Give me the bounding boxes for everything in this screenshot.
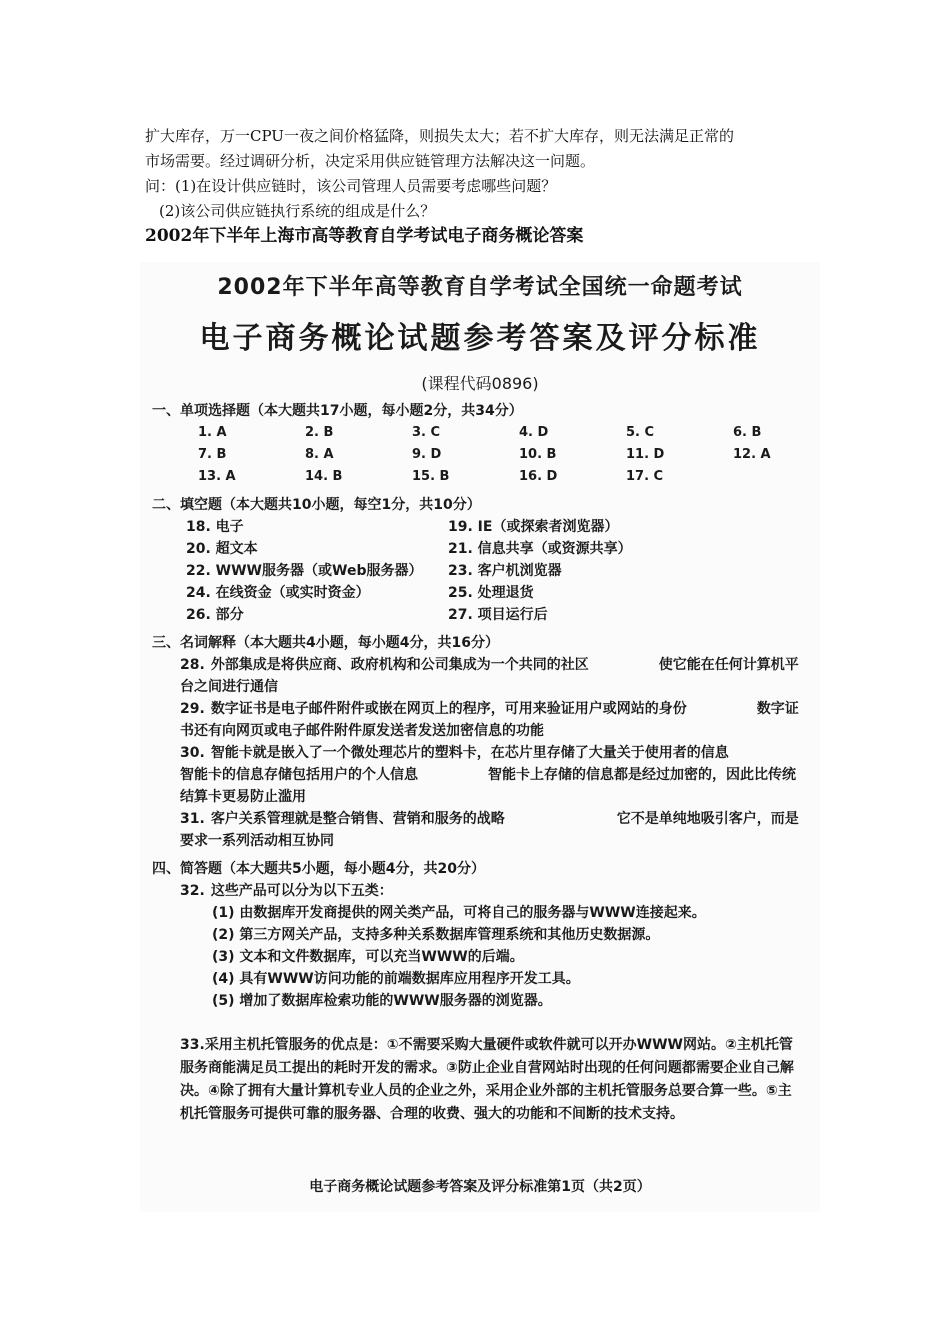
exam-header: 2002年下半年高等教育自学考试全国统一命题考试 — [217, 275, 743, 300]
fill-answer: 20. 超文本 — [186, 541, 258, 557]
mc-answer: 1. A — [198, 425, 227, 440]
list-item: (3) 文本和文件数据库，可以充当WWW的后端。 — [212, 949, 524, 965]
intro-text — [145, 124, 815, 249]
mc-answer: 11. D — [626, 447, 665, 462]
answer-number: 31. — [180, 811, 205, 827]
fill-answer: 25. 处理退货 — [448, 585, 534, 601]
list-item: (5) 增加了数据库检索功能的WWW服务器的浏览器。 — [212, 993, 552, 1009]
answer-text: 数字证书是电子邮件附件或嵌在网页上的程序，可用来验证用户或网站的身份 数字证书还有向网页或电子邮件附件原发送者发送加密信息的功能 — [180, 701, 799, 739]
page-footer: 电子商务概论试题参考答案及评分标准第1页（共2页） — [309, 1179, 651, 1195]
question-2: (2)该公司供应链执行系统的组成是什么？ — [159, 202, 436, 220]
answer-number: 28. — [180, 657, 205, 673]
fill-answer: 22. WWW服务器（或Web服务器） — [186, 563, 423, 579]
mc-answer: 3. C — [412, 425, 441, 440]
mc-answer: 5. C — [626, 425, 655, 440]
question-1: 问：(1)在设计供应链时，该公司管理人员需要考虑哪些问题？ — [145, 177, 557, 195]
list-item: (2) 第三方网关产品，支持多种关系数据库管理系统和其他历史数据源。 — [212, 927, 660, 943]
answer-text: 这些产品可以分为以下五类： — [210, 883, 393, 899]
section-heading: 三、名词解释（本大题共4小题，每小题4分，共16分） — [152, 635, 499, 651]
section-heading: 一、单项选择题（本大题共17小题，每小题2分，共34分） — [152, 403, 523, 419]
section-heading: 四、简答题（本大题共5小题，每小题4分，共20分） — [152, 861, 485, 877]
term-answer — [180, 698, 800, 742]
answer-number: 33. — [180, 1037, 205, 1053]
document-heading: 2002年下半年上海市高等教育自学考试电子商务概论答案 — [145, 226, 584, 246]
answer-sheet-title: 电子商务概论试题参考答案及评分标准 — [199, 321, 761, 356]
mc-answer: 17. C — [626, 469, 664, 484]
mc-answer: 6. B — [733, 425, 762, 440]
answer-32 — [180, 880, 800, 902]
answer-32-list — [212, 902, 820, 1012]
answer-text: 外部集成是将供应商、政府机构和公司集成为一个共同的社区 使它能在任何计算机平台之间进行通信 — [180, 657, 799, 695]
answer-number: 30. — [180, 745, 205, 761]
fill-answer: 27. 项目运行后 — [448, 607, 548, 623]
scanned-answer-sheet — [140, 262, 820, 1212]
mc-answer: 4. D — [519, 425, 549, 440]
fill-answer: 24. 在线资金（或实时资金） — [186, 585, 370, 601]
list-item: (1) 由数据库开发商提供的网关类产品，可将自己的服务器与WWW连接起来。 — [212, 905, 706, 921]
answer-text: 智能卡就是嵌入了一个微处理芯片的塑料卡，在芯片里存储了大量关于使用者的信息 智能卡的信息存储包括用户的个人信息 智能卡上存储的信息都是经过加密的，因此比传统结算卡更易防止滥用 — [180, 745, 799, 805]
fill-in-answers — [186, 516, 820, 626]
multiple-choice-answers — [198, 422, 820, 488]
fill-answer: 21. 信息共享（或资源共享） — [448, 541, 632, 557]
intro-line: 扩大库存，万一CPU一夜之间价格猛降，则损失太大；若不扩大库存，则无法满足正常的 — [145, 127, 734, 145]
answer-number: 32. — [180, 883, 205, 899]
answer-text: 采用主机托管服务的优点是：①不需要采购大量硬件或软件就可以开办WWW网站。②主机托管服务商能满足员工提出的耗时开发的需求。③防止企业自营网站时出现的任何问题都需要企业自己解决。④除了拥有大量计算机专业人员的企业之外，采用企业外部的主机托管服务总要合算一些。⑤主机托管服务可提供可靠的服务器、合理的收费、强大的功能和不间断的技术支持。 — [180, 1037, 794, 1122]
mc-answer: 8. A — [305, 447, 334, 462]
mc-answer: 15. B — [412, 469, 450, 484]
mc-answer: 12. A — [733, 447, 771, 462]
fill-answer: 19. IE（或探索者浏览器） — [448, 519, 619, 535]
course-code: (课程代码0896) — [421, 374, 539, 393]
mc-answer: 7. B — [198, 447, 227, 462]
fill-answer: 26. 部分 — [186, 607, 244, 623]
intro-line: 市场需要。经过调研分析，决定采用供应链管理方法解决这一问题。 — [145, 152, 596, 170]
term-answer — [180, 808, 800, 852]
mc-answer: 16. D — [519, 469, 558, 484]
answer-text: 客户关系管理就是整合销售、营销和服务的战略 它不是单纯地吸引客户，而是要求一系列活动相互协同 — [180, 811, 799, 849]
term-answer — [180, 742, 800, 808]
mc-answer: 14. B — [305, 469, 343, 484]
answer-number: 29. — [180, 701, 205, 717]
fill-answer: 18. 电子 — [186, 519, 244, 535]
section-heading: 二、填空题（本大题共10小题，每空1分，共10分） — [152, 497, 481, 513]
mc-answer: 9. D — [412, 447, 442, 462]
mc-answer: 2. B — [305, 425, 334, 440]
term-answer — [180, 654, 800, 698]
mc-answer: 13. A — [198, 469, 236, 484]
list-item: (4) 具有WWW访问功能的前端数据库应用程序开发工具。 — [212, 971, 580, 987]
fill-answer: 23. 客户机浏览器 — [448, 563, 562, 579]
answer-33 — [180, 1034, 800, 1126]
term-definitions — [140, 654, 820, 852]
mc-answer: 10. B — [519, 447, 557, 462]
